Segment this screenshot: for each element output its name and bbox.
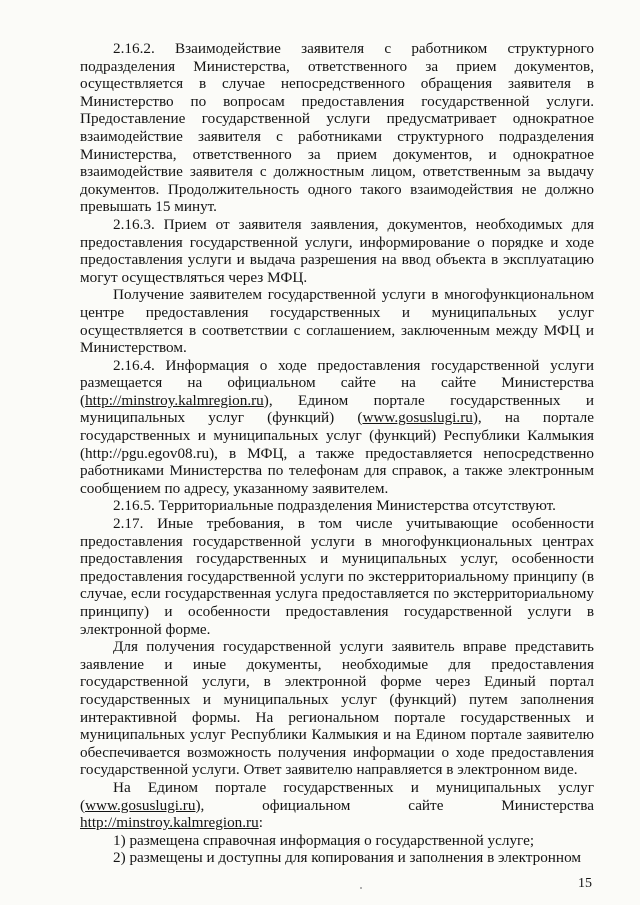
paragraph-2-16-4-text-c: ), на портале государственных и муниципальных услуг (функций) Республики Калмыкия (http://pgu.egov08.ru), в МФЦ, а также предоставляется непосредственно работниками Министерства по телефонам для справок, а также электронным сообщением по адресу, указанному заявителем. [80,409,594,497]
list-item-1: 1) размещена справочная информация о государственной услуге; [113,831,535,849]
paragraph-2-16-4-text-a: 2.16.4. Информация о ходе предоставления государственной услуги размещается на официальном сайте на сайте Министерства ( [80,356,594,409]
paragraph-portal-info [80,779,594,832]
paragraph-2-16-4 [80,357,594,498]
paragraph-portal-info-text-a: На Едином портале государственных и муниципальных услуг ( [80,778,594,814]
gosuslugi-link[interactable]: www.gosuslugi.ru [362,409,473,427]
ministry-site-link-2[interactable]: http://minstroy.kalmregion.ru [80,814,259,832]
paragraph-2-16-3: 2.16.3. Прием от заявителя заявления, документов, необходимых для предоставления государственной услуги, информирование о порядке и ходе предоставления услуги и выдача разрешения на ввод объекта в эксплуатацию могут осуществляться через МФЦ. [80,215,594,286]
gosuslugi-link-2[interactable]: www.gosuslugi.ru [85,796,196,814]
scan-speck [360,887,362,889]
paragraph-2-16-5: 2.16.5. Территориальные подразделения Министерства отсутствуют. [113,497,556,515]
paragraph-2-16-4-text-b: ), Едином портале государственных и муниципальных услуг (функций) ( [80,391,594,427]
list-item-2: 2) размещены и доступны для копирования и заполнения в электронном [113,849,581,867]
paragraph-2-17: 2.17. Иные требования, в том числе учитывающие особенности предоставления государственной услуги в многофункциональных центрах предоставления государственных и муниципальных услуг, особенности предоставления государственной услуги по экстерриториальному принципу (в случае, если государственная услуга предоставляется по экстерриториальному принципу) и особенности предоставления государственной услуги в электронной форме. [80,515,594,638]
paragraph-portal-info-text-c: : [258,814,263,832]
ministry-site-link[interactable]: http://minstroy.kalmregion.ru [85,391,264,409]
document-body [80,40,594,867]
paragraph-electronic-form: Для получения государственной услуги заявитель вправе представить заявление и иные документы, необходимые для предоставления государственной услуги, в электронной форме через Единый портал государственных и муниципальных услуг (функций) путем заполнения интерактивной формы. На региональном портале государственных и муниципальных услуг Республики Калмыкия и на Едином портале заявителю обеспечивается возможность получения информации о ходе предоставления государственной услуги. Ответ заявителю направляется в электронном виде. [80,638,594,779]
paragraph-portal-info-text-b: ), официальном сайте Министерства [195,796,594,814]
page-number: 15 [578,876,592,891]
paragraph-mfc-agreement: Получение заявителем государственной услуги в многофункциональном центре предоставления государственных и муниципальных услуг осуществляется в соответствии с соглашением, заключенным между МФЦ и Министерством. [80,286,594,357]
paragraph-2-16-2: 2.16.2. Взаимодействие заявителя с работником структурного подразделения Министерства, ответственного за прием документов, осуществляется в случае непосредственного обращения заявителя в Министерство по вопросам предоставления государственной услуги. Предоставление государственной услуги предусматривает однократное взаимодействие заявителя с работниками структурного подразделения Министерства, ответственного за прием документов, и однократное взаимодействие заявителя с должностным лицом, ответственным за выдачу документов. Продолжительность одного такого взаимодействия не должно превышать 15 минут. [80,40,594,216]
